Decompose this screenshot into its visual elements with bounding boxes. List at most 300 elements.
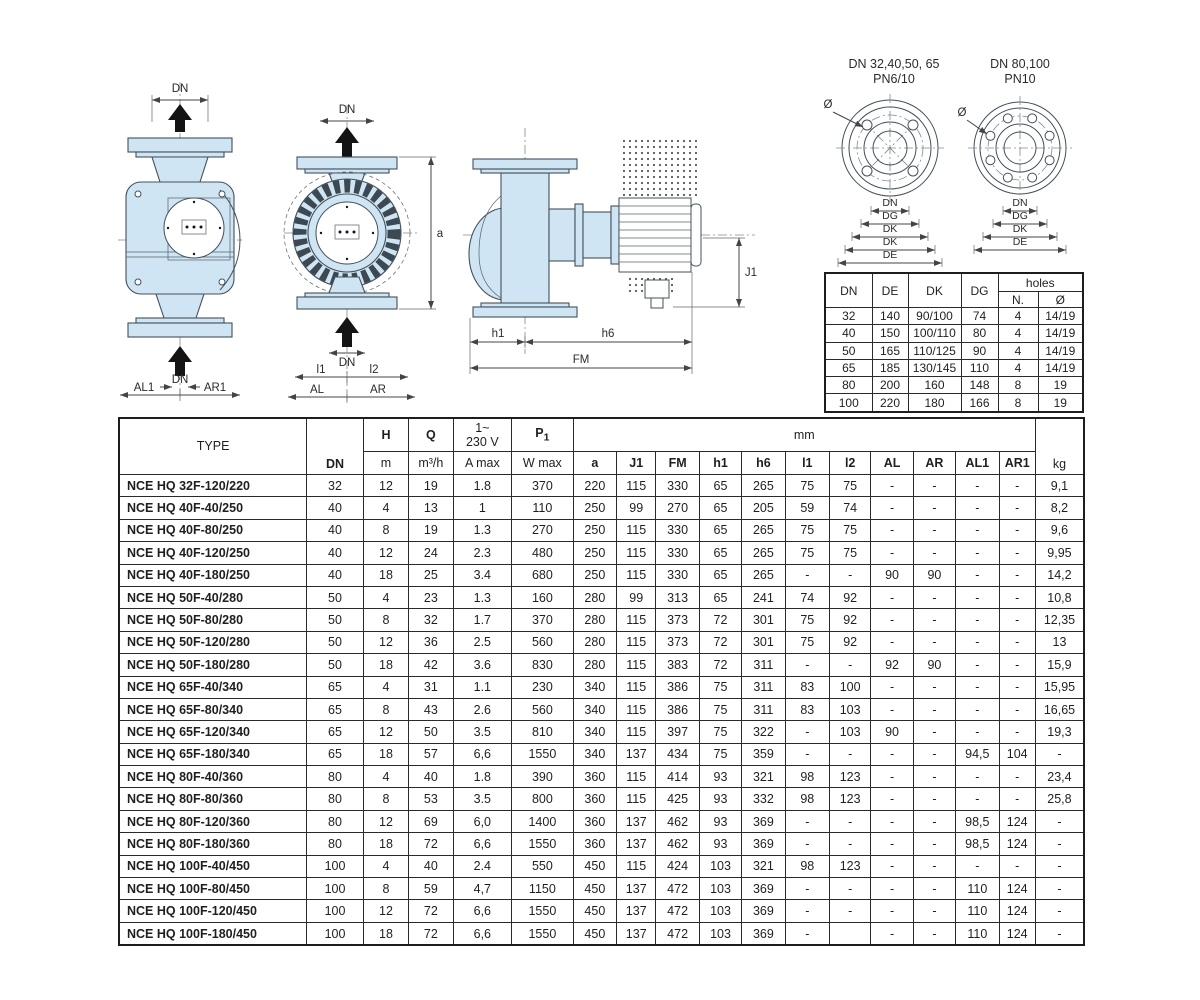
value-cell: 98,5 (956, 810, 999, 832)
table-row (119, 542, 1084, 564)
value-cell: 19 (409, 519, 453, 541)
value-cell: 14/19 (1038, 359, 1083, 376)
value-cell: 800 (512, 788, 574, 810)
value-cell: 8 (363, 878, 408, 900)
flow-arrow-up-icon (335, 317, 359, 347)
pump-spec-table (118, 417, 1085, 946)
col-header-hole-dia: Ø (1038, 292, 1083, 308)
dim-label-dn-top: DN (338, 104, 356, 116)
col-header-dg: DG (961, 273, 998, 308)
table-row (119, 609, 1084, 631)
value-cell: 148 (961, 377, 998, 394)
value-cell: 810 (512, 721, 574, 743)
table-row (119, 922, 1084, 945)
col-header-h6: h6 (742, 452, 785, 475)
dim-label-dn-bottom: DN (338, 357, 356, 369)
value-cell: 280 (573, 609, 616, 631)
value-cell: 75 (829, 519, 870, 541)
value-cell: 140 (872, 308, 908, 325)
value-cell: - (785, 743, 829, 765)
value-cell: 123 (829, 855, 870, 877)
value-cell: - (956, 631, 999, 653)
pump-type-cell: NCE HQ 40F-180/250 (119, 564, 307, 586)
dim-label-dn-top: DN (171, 83, 189, 95)
col-header-amax: A max (453, 452, 512, 475)
dim-label-h1: h1 (491, 328, 505, 340)
value-cell: 3.6 (453, 654, 512, 676)
value-cell: 98 (785, 766, 829, 788)
value-cell: - (871, 788, 913, 810)
value-cell: - (871, 519, 913, 541)
value-cell: 72 (699, 654, 741, 676)
value-cell: 110 (956, 922, 999, 945)
dim-label-fm: FM (572, 354, 590, 366)
value-cell: 65 (699, 497, 741, 519)
value-cell: - (999, 586, 1035, 608)
value-cell: 43 (409, 698, 453, 720)
value-cell: 40 (409, 855, 453, 877)
value-cell: 31 (409, 676, 453, 698)
value-cell: - (871, 743, 913, 765)
value-cell: - (1035, 922, 1084, 945)
value-cell: 8 (998, 394, 1038, 412)
value-cell: 14/19 (1038, 325, 1083, 342)
value-cell: - (956, 654, 999, 676)
value-cell: - (956, 766, 999, 788)
value-cell: - (871, 855, 913, 877)
value-cell: - (999, 542, 1035, 564)
value-cell: - (956, 475, 999, 497)
value-cell: 9,6 (1035, 519, 1084, 541)
dim-label-al1: AL1 (133, 382, 155, 394)
value-cell: 12 (363, 475, 408, 497)
value-cell: - (1035, 855, 1084, 877)
value-cell: 50 (307, 609, 364, 631)
table-row (119, 766, 1084, 788)
flange-diagram-small (818, 56, 968, 274)
value-cell: 13 (1035, 631, 1084, 653)
value-cell: 4 (363, 676, 408, 698)
value-cell: 12 (363, 900, 408, 922)
value-cell: 130/145 (908, 359, 961, 376)
value-cell: 1550 (512, 922, 574, 945)
value-cell: - (913, 497, 955, 519)
value-cell: 472 (656, 900, 699, 922)
value-cell: 90 (871, 721, 913, 743)
dim-label-al: AL (309, 384, 325, 396)
value-cell: 18 (363, 922, 408, 945)
value-cell: - (956, 676, 999, 698)
value-cell: 75 (829, 542, 870, 564)
value-cell: - (913, 631, 955, 653)
pump-type-cell: NCE HQ 80F-120/360 (119, 810, 307, 832)
flange-subtitle: PN6/10 (873, 72, 915, 86)
table-row (825, 325, 1083, 342)
value-cell: 72 (409, 922, 453, 945)
value-cell: 72 (699, 609, 741, 631)
value-cell: - (956, 609, 999, 631)
value-cell: 360 (573, 810, 616, 832)
value-cell: - (999, 766, 1035, 788)
value-cell: 8 (363, 698, 408, 720)
value-cell: 1550 (512, 833, 574, 855)
value-cell: 12 (363, 542, 408, 564)
value-cell: - (871, 922, 913, 945)
value-cell: - (956, 542, 999, 564)
pump-type-cell: NCE HQ 65F-180/340 (119, 743, 307, 765)
value-cell: - (785, 833, 829, 855)
value-cell: - (1035, 833, 1084, 855)
table-row (825, 342, 1083, 359)
value-cell: 94,5 (956, 743, 999, 765)
flow-arrow-up-icon (168, 346, 192, 376)
value-cell: - (913, 586, 955, 608)
value-cell: 340 (573, 721, 616, 743)
col-header-h1: h1 (699, 452, 741, 475)
value-cell: 53 (409, 788, 453, 810)
value-cell: 4 (363, 497, 408, 519)
value-cell: 9,1 (1035, 475, 1084, 497)
value-cell: 462 (656, 810, 699, 832)
value-cell: 103 (699, 922, 741, 945)
value-cell: 18 (363, 654, 408, 676)
value-cell: - (785, 654, 829, 676)
value-cell: 200 (872, 377, 908, 394)
table-row (119, 497, 1084, 519)
value-cell: 265 (742, 564, 785, 586)
pump-type-cell: NCE HQ 50F-40/280 (119, 586, 307, 608)
pump-type-cell: NCE HQ 40F-80/250 (119, 519, 307, 541)
col-header-dn: DN (307, 418, 364, 475)
value-cell: 15,95 (1035, 676, 1084, 698)
value-cell: 330 (656, 542, 699, 564)
value-cell: 65 (699, 564, 741, 586)
value-cell: 8 (363, 519, 408, 541)
value-cell: 8 (363, 609, 408, 631)
col-header-j1: J1 (617, 452, 656, 475)
value-cell: 313 (656, 586, 699, 608)
value-cell: 250 (573, 564, 616, 586)
value-cell: - (999, 676, 1035, 698)
value-cell: - (999, 698, 1035, 720)
value-cell: 386 (656, 676, 699, 698)
value-cell: 137 (617, 900, 656, 922)
value-cell: 65 (307, 743, 364, 765)
pump-type-cell: NCE HQ 80F-40/360 (119, 766, 307, 788)
value-cell: 383 (656, 654, 699, 676)
value-cell: 4 (363, 766, 408, 788)
value-cell: 110/125 (908, 342, 961, 359)
value-cell: - (785, 878, 829, 900)
value-cell: 25 (409, 564, 453, 586)
value-cell: - (913, 721, 955, 743)
value-cell: 137 (617, 810, 656, 832)
value-cell: 205 (742, 497, 785, 519)
col-header-l2: l2 (829, 452, 870, 475)
table-row (119, 519, 1084, 541)
col-header-a: a (573, 452, 616, 475)
value-cell: 311 (742, 676, 785, 698)
table-row (119, 788, 1084, 810)
value-cell: - (913, 833, 955, 855)
value-cell: 321 (742, 766, 785, 788)
value-cell: 550 (512, 855, 574, 877)
value-cell: 1.1 (453, 676, 512, 698)
value-cell: 311 (742, 654, 785, 676)
value-cell: 301 (742, 631, 785, 653)
value-cell: 50 (825, 342, 872, 359)
pump-type-cell: NCE HQ 65F-40/340 (119, 676, 307, 698)
col-header-dk: DK (908, 273, 961, 308)
value-cell: 92 (829, 609, 870, 631)
value-cell: - (829, 564, 870, 586)
value-cell: 115 (617, 519, 656, 541)
value-cell: 36 (409, 631, 453, 653)
value-cell: 80 (961, 325, 998, 342)
value-cell: 80 (307, 810, 364, 832)
spec-table-header-row-1 (119, 418, 1084, 452)
value-cell: 32 (409, 609, 453, 631)
value-cell: 4 (998, 308, 1038, 325)
value-cell: - (956, 586, 999, 608)
value-cell: - (913, 788, 955, 810)
value-cell: 124 (999, 878, 1035, 900)
value-cell: 90 (961, 342, 998, 359)
value-cell: - (956, 698, 999, 720)
value-cell: 340 (573, 676, 616, 698)
dim-label-l2: l2 (369, 364, 379, 376)
value-cell: 100 (307, 922, 364, 945)
flange-title: DN 32,40,50, 65 (848, 57, 940, 71)
value-cell: - (785, 564, 829, 586)
value-cell: 369 (742, 810, 785, 832)
value-cell: 19 (1038, 377, 1083, 394)
value-cell: 1.3 (453, 586, 512, 608)
dim-label-h6: h6 (601, 328, 615, 340)
value-cell: 4 (363, 855, 408, 877)
value-cell: 103 (829, 698, 870, 720)
value-cell: 241 (742, 586, 785, 608)
value-cell: 110 (956, 878, 999, 900)
table-row (119, 721, 1084, 743)
col-header-al: AL (871, 452, 913, 475)
col-header-h-unit: m (363, 452, 408, 475)
value-cell: 80 (307, 788, 364, 810)
value-cell: 92 (829, 631, 870, 653)
value-cell: - (999, 855, 1035, 877)
value-cell: 414 (656, 766, 699, 788)
motor-option-hatch (621, 136, 697, 196)
dim-label-ar1: AR1 (203, 382, 227, 394)
dim-label-l1: l1 (316, 364, 326, 376)
value-cell: 75 (699, 676, 741, 698)
value-cell: 40 (307, 542, 364, 564)
value-cell: 65 (699, 542, 741, 564)
value-cell: 100 (829, 676, 870, 698)
value-cell: 1150 (512, 878, 574, 900)
value-cell: 18 (363, 564, 408, 586)
value-cell: 75 (829, 475, 870, 497)
value-cell: 74 (961, 308, 998, 325)
pump-type-cell: NCE HQ 100F-80/450 (119, 878, 307, 900)
value-cell: 90 (871, 564, 913, 586)
dim-label-ar: AR (370, 384, 386, 396)
value-cell: 75 (785, 475, 829, 497)
value-cell: - (913, 922, 955, 945)
value-cell: - (913, 475, 955, 497)
table-row (119, 855, 1084, 877)
value-cell: 65 (307, 721, 364, 743)
value-cell: 65 (699, 586, 741, 608)
pump-type-cell: NCE HQ 100F-40/450 (119, 855, 307, 877)
value-cell: 93 (699, 810, 741, 832)
value-cell: 115 (617, 766, 656, 788)
value-cell: 99 (617, 497, 656, 519)
value-cell: - (871, 676, 913, 698)
value-cell: - (829, 654, 870, 676)
value-cell: - (999, 475, 1035, 497)
value-cell: 80 (307, 766, 364, 788)
value-cell: 19,3 (1035, 721, 1084, 743)
value-cell: 6,6 (453, 922, 512, 945)
value-cell: - (829, 833, 870, 855)
table-row (119, 743, 1084, 765)
value-cell: 93 (699, 833, 741, 855)
value-cell: 74 (785, 586, 829, 608)
value-cell: - (956, 519, 999, 541)
value-cell: 330 (656, 475, 699, 497)
table-row (825, 394, 1083, 412)
value-cell: 450 (573, 922, 616, 945)
value-cell: 450 (573, 855, 616, 877)
value-cell: - (999, 721, 1035, 743)
value-cell: - (913, 676, 955, 698)
value-cell: 115 (617, 676, 656, 698)
value-cell: 311 (742, 698, 785, 720)
value-cell: - (785, 900, 829, 922)
value-cell: 165 (872, 342, 908, 359)
col-header-l1: l1 (785, 452, 829, 475)
value-cell: 360 (573, 788, 616, 810)
value-cell: 65 (307, 676, 364, 698)
value-cell: 74 (829, 497, 870, 519)
value-cell: 40 (307, 519, 364, 541)
value-cell: 92 (871, 654, 913, 676)
col-header-ar1: AR1 (999, 452, 1035, 475)
value-cell: 40 (307, 497, 364, 519)
value-cell: 115 (617, 475, 656, 497)
col-header-fm: FM (656, 452, 699, 475)
value-cell: 390 (512, 766, 574, 788)
table-row (119, 564, 1084, 586)
value-cell: 65 (825, 359, 872, 376)
value-cell: 115 (617, 654, 656, 676)
value-cell: 160 (908, 377, 961, 394)
value-cell: 90 (913, 654, 955, 676)
value-cell: 340 (573, 743, 616, 765)
value-cell: 40 (307, 564, 364, 586)
value-cell: 180 (908, 394, 961, 412)
value-cell: 4 (998, 342, 1038, 359)
value-cell: - (956, 564, 999, 586)
value-cell: - (999, 497, 1035, 519)
value-cell: 104 (999, 743, 1035, 765)
value-cell: 110 (956, 900, 999, 922)
motor-body (619, 198, 691, 272)
value-cell: 124 (999, 810, 1035, 832)
flange-dim-label: DG (882, 210, 898, 222)
col-header-ar: AR (913, 452, 955, 475)
value-cell: 3.5 (453, 721, 512, 743)
value-cell: - (999, 654, 1035, 676)
value-cell: 40 (825, 325, 872, 342)
value-cell: 359 (742, 743, 785, 765)
flow-arrow-up-icon (335, 127, 359, 157)
value-cell: 369 (742, 878, 785, 900)
value-cell: 83 (785, 676, 829, 698)
value-cell: 103 (829, 721, 870, 743)
pump-type-cell: NCE HQ 100F-180/450 (119, 922, 307, 945)
value-cell: 24 (409, 542, 453, 564)
value-cell: 115 (617, 564, 656, 586)
col-header-q: Q (409, 418, 453, 452)
value-cell: 3.5 (453, 788, 512, 810)
value-cell: 14/19 (1038, 342, 1083, 359)
pump-type-cell: NCE HQ 100F-120/450 (119, 900, 307, 922)
value-cell: 4 (998, 359, 1038, 376)
main-table-body (119, 475, 1084, 946)
value-cell: 123 (829, 788, 870, 810)
value-cell: - (1035, 900, 1084, 922)
value-cell: - (871, 475, 913, 497)
table-row (119, 654, 1084, 676)
value-cell: 370 (512, 609, 574, 631)
value-cell: 23,4 (1035, 766, 1084, 788)
value-cell: - (913, 766, 955, 788)
value-cell: 98,5 (956, 833, 999, 855)
value-cell: - (829, 743, 870, 765)
value-cell: 369 (742, 922, 785, 945)
value-cell: 123 (829, 766, 870, 788)
value-cell: 93 (699, 766, 741, 788)
value-cell: 75 (699, 721, 741, 743)
value-cell: 16,65 (1035, 698, 1084, 720)
value-cell: 115 (617, 788, 656, 810)
value-cell: 1.7 (453, 609, 512, 631)
value-cell: 386 (656, 698, 699, 720)
pump-front-view-drawing (116, 80, 246, 402)
value-cell: 220 (872, 394, 908, 412)
value-cell: 150 (872, 325, 908, 342)
value-cell: 124 (999, 900, 1035, 922)
flange-dim-label: DN (882, 197, 898, 209)
value-cell: 75 (785, 609, 829, 631)
value-cell: 450 (573, 900, 616, 922)
value-cell: 330 (656, 564, 699, 586)
value-cell: - (956, 788, 999, 810)
flange-dim-label: DG (1012, 210, 1028, 222)
value-cell: - (999, 519, 1035, 541)
value-cell: 103 (699, 878, 741, 900)
dim-label-j1: J1 (744, 267, 758, 279)
value-cell: - (999, 609, 1035, 631)
value-cell: 434 (656, 743, 699, 765)
value-cell: 1550 (512, 743, 574, 765)
value-cell: 270 (512, 519, 574, 541)
value-cell: 4,7 (453, 878, 512, 900)
value-cell: 301 (742, 609, 785, 631)
value-cell: - (785, 810, 829, 832)
